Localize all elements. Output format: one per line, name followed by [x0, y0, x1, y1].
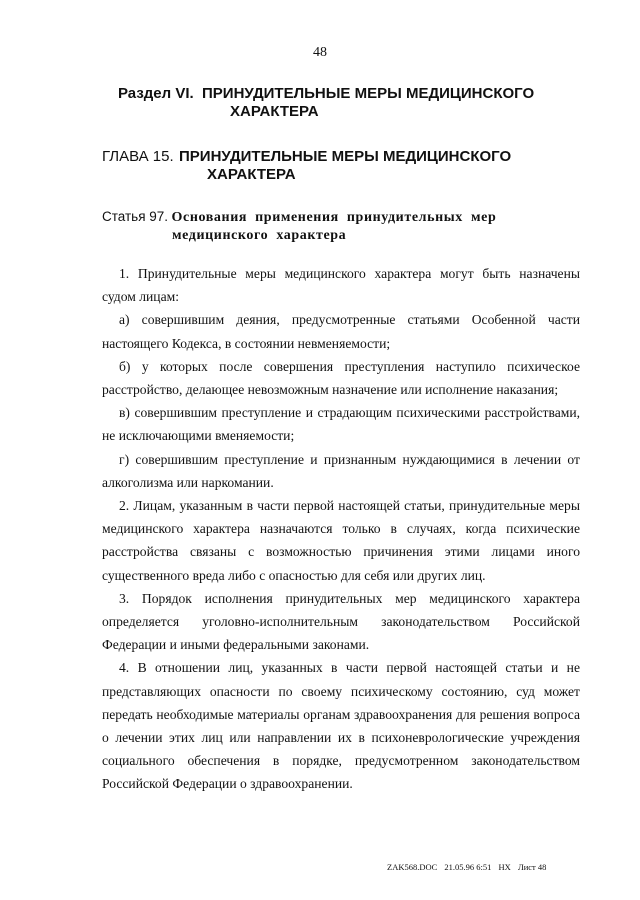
- page-number: 48: [313, 45, 327, 60]
- chapter-title-line-2: ХАРАКТЕРА: [207, 166, 296, 183]
- footer-sheet: Лист 48: [517, 862, 547, 872]
- chapter-heading: [102, 148, 511, 184]
- paragraph-1a: а) совершившим деяния, предусмотренные статьями Особенной части настоящего Кодекса, в состоянии невменяемости;: [102, 312, 580, 351]
- paragraph-1b: б) у которых после совершения преступления наступило психическое расстройство, делающее невозможным назначение или исполнение наказания;: [102, 358, 580, 398]
- section-title: [202, 85, 534, 121]
- footer-file: ZAK568.DOC: [387, 862, 438, 872]
- paragraph-1d: г) совершившим преступление и признанным нуждающимися в лечении от алкоголизма или наркомании.: [102, 451, 580, 490]
- article-title-line-1: Основания применения принудительных мер: [171, 210, 497, 225]
- page-footer: [387, 862, 551, 872]
- paragraph-1c: в) совершившим преступление и страдающим психическими расстройствами, не исключающими вменяемости;: [102, 405, 580, 444]
- article-body: [102, 262, 580, 796]
- paragraph-1: 1. Принудительные меры медицинского характера могут быть назначены судом лицам:: [102, 266, 580, 305]
- section-title-line-1: ПРИНУДИТЕЛЬНЫЕ МЕРЫ МЕДИЦИНСКОГО: [202, 85, 535, 102]
- section-title-line-2: ХАРАКТЕРА: [230, 103, 319, 120]
- section-label: Раздел VI.: [118, 85, 194, 102]
- footer-datetime: 21.05.96 6:51: [444, 862, 492, 872]
- chapter-label: ГЛАВА 15.: [102, 148, 174, 165]
- chapter-title: [179, 148, 511, 184]
- paragraph-2: 2. Лицам, указанным в части первой настоящей статьи, принудительные меры медицинского характера назначаются только в случаях, когда психические расстройства связаны с возможностью причинения этими лицами иного существенного вреда либо с опасностью для себя или других лиц.: [102, 498, 580, 583]
- footer-code: НХ: [498, 862, 511, 872]
- section-heading: [118, 85, 534, 121]
- article-label: Статья 97.: [102, 209, 169, 224]
- paragraph-3: 3. Порядок исполнения принудительных мер медицинского характера определяется уголовно-исполнительным законодательством Российской Федерации и иными федеральными законами.: [102, 590, 580, 653]
- chapter-title-line-1: ПРИНУДИТЕЛЬНЫЕ МЕРЫ МЕДИЦИНСКОГО: [179, 148, 512, 165]
- article-title-line-2: медицинского характера: [172, 228, 347, 243]
- paragraph-4: 4. В отношении лиц, указанных в части первой настоящей статьи и не представляющих опасности по своему психическому состоянию, суд может передать необходимые материалы органам здравоохранения для решения вопроса о лечении этих лиц или направлении их в психоневрологические учреждения социального обеспечения в порядке, предусмотренном законодательством Российской Федерации о здравоохранении.: [102, 660, 580, 792]
- article-heading: [102, 208, 496, 245]
